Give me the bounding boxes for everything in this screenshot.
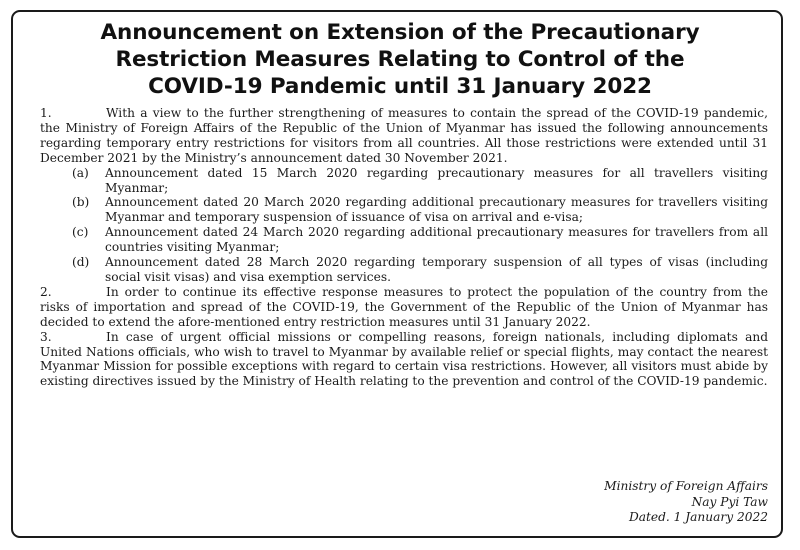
list-item-label: (d) bbox=[72, 255, 90, 270]
announcement-title bbox=[24, 19, 776, 100]
paragraph-number: 3. bbox=[40, 329, 52, 344]
announcement-body bbox=[40, 106, 768, 389]
list-item-label: (c) bbox=[72, 225, 89, 240]
list-item-text: Announcement dated 15 March 2020 regarding precautionary measures for all travellers visiting Myanmar; bbox=[105, 165, 768, 195]
paragraph-1 bbox=[40, 106, 768, 166]
list-item-a bbox=[40, 166, 768, 196]
signature-place: Nay Pyi Taw bbox=[691, 494, 768, 509]
paragraph-number: 2. bbox=[40, 284, 52, 299]
paragraph-text: With a view to the further strengthening of measures to contain the spread of the COVID-19 pandemic, the Ministry of Foreign Affairs of the Republic of the Union of Myanmar has issued the following announcements regarding temporary entry restrictions for visitors from all countries. All those restrictions were extended until 31 December 2021 by the Ministry’s announcement dated 30 November 2021. bbox=[40, 106, 768, 165]
list-item-label: (a) bbox=[72, 165, 89, 180]
list-item-text: Announcement dated 24 March 2020 regarding additional precautionary measures for travellers from all countries visiting Myanmar; bbox=[105, 225, 768, 255]
title-line: Announcement on Extension of the Precautionary bbox=[100, 20, 700, 45]
signature-date: Dated. 1 January 2022 bbox=[628, 510, 768, 524]
title-line: Restriction Measures Relating to Control of the bbox=[115, 47, 685, 72]
paragraph-text: In order to continue its effective response measures to protect the population of the country from the risks of importation and spread of the COVID-19, the Government of the Republic of the Union of Myanmar has decided to extend the afore-mentioned entry restriction measures until 31 January 2022. bbox=[40, 284, 768, 329]
paragraph-3 bbox=[40, 330, 768, 390]
list-item-label: (b) bbox=[72, 195, 90, 210]
list-item-text: Announcement dated 28 March 2020 regarding temporary suspension of all types of visas (including social visit visas) and visa exemption services. bbox=[105, 255, 768, 284]
signature-block bbox=[604, 479, 768, 526]
list-item-d bbox=[40, 255, 768, 285]
paragraph-2 bbox=[40, 285, 768, 330]
title-line: COVID-19 Pandemic until 31 January 2022 bbox=[148, 74, 652, 99]
list-item-text: Announcement dated 20 March 2020 regarding additional precautionary measures for travellers visiting Myanmar and temporary suspension of issuance of visa on arrival and e-visa; bbox=[105, 195, 768, 225]
paragraph-number: 1. bbox=[40, 106, 52, 120]
signature-issuer: Ministry of Foreign Affairs bbox=[604, 479, 768, 493]
paragraph-text: In case of urgent official missions or compelling reasons, foreign nationals, including diplomats and United Nations officials, who wish to travel to Myanmar by available relief or special flights, may contact the nearest Myanmar Mission for possible exceptions with regard to certain visa restrictions. However, all visitors must abide by existing directives issued by the Ministry of Health relating to the prevention and control of the COVID-19 pandemic. bbox=[40, 329, 768, 389]
list-item-b bbox=[40, 195, 768, 225]
list-item-c bbox=[40, 225, 768, 255]
